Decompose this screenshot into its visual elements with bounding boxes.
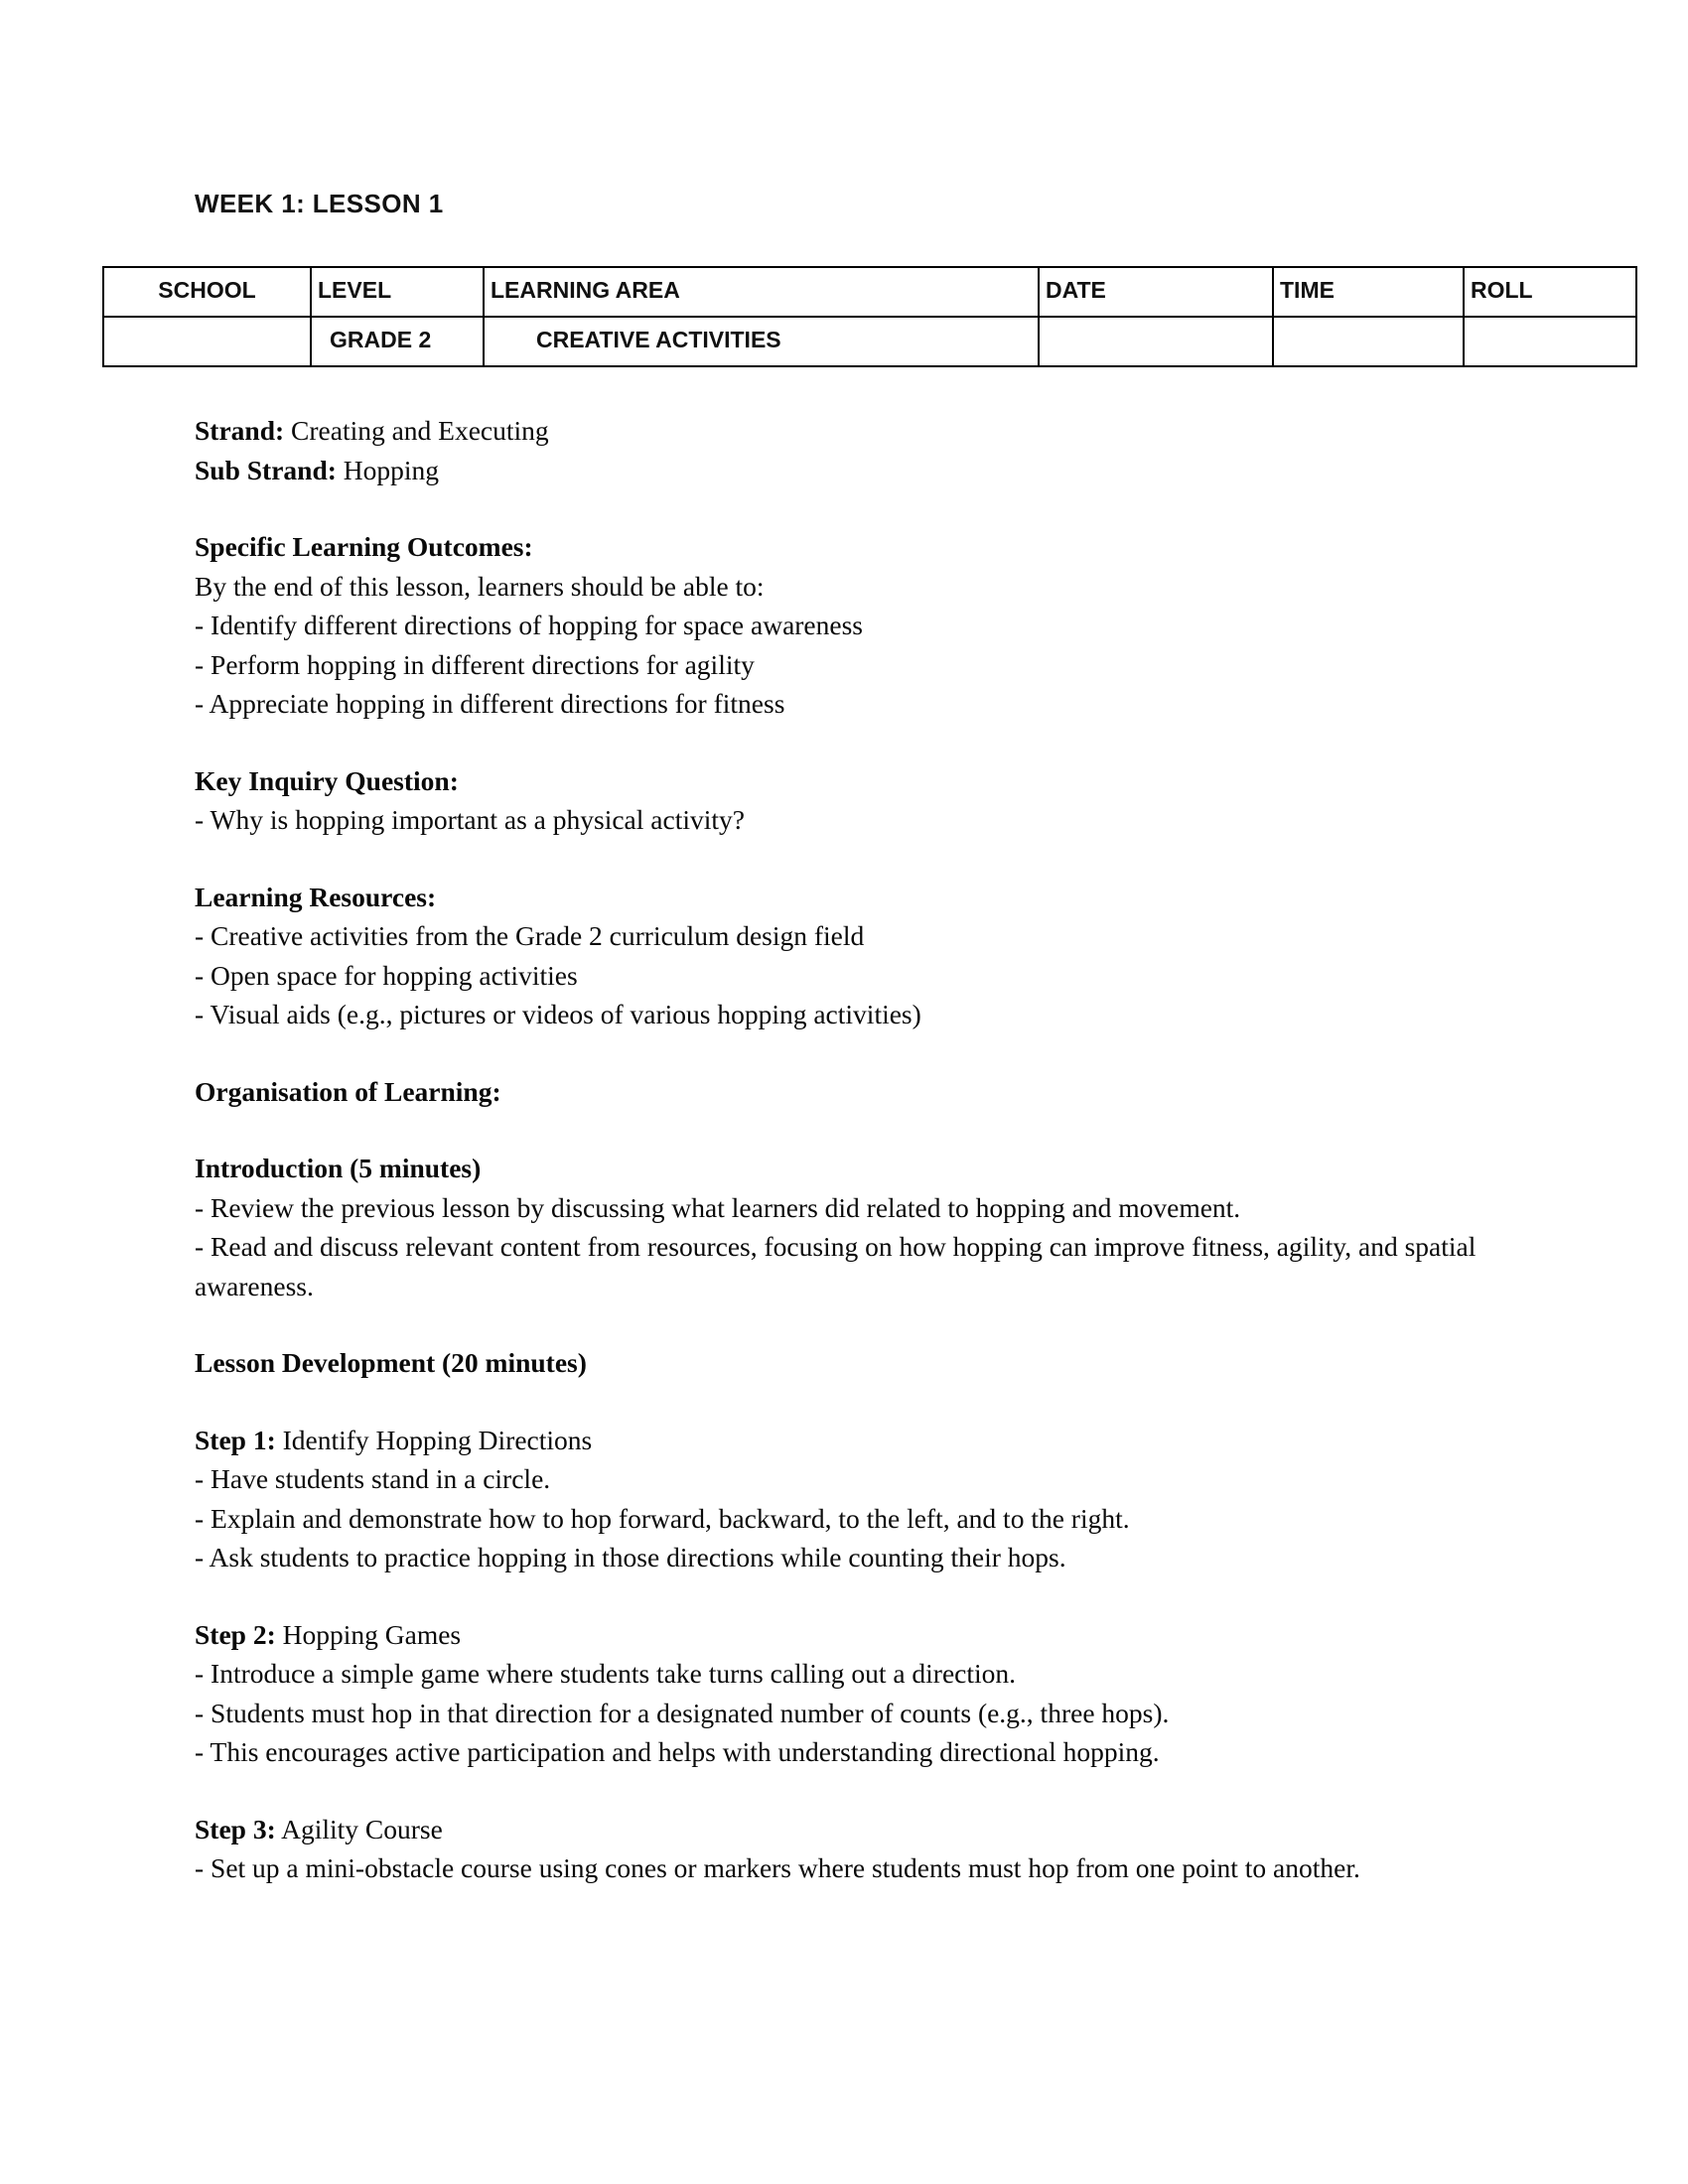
step-2-name: Hopping Games (275, 1618, 462, 1650)
step-3-label: Step 3: (195, 1813, 276, 1844)
step-1-title (195, 1421, 1515, 1460)
list-item: - Creative activities from the Grade 2 curriculum design field (195, 920, 865, 951)
table-header-row (103, 267, 1636, 317)
table-header-date: DATE (1039, 267, 1273, 317)
cell-level[interactable]: GRADE 2 (311, 317, 484, 366)
step-2-label: Step 2: (195, 1618, 276, 1650)
lesson-info-table (102, 266, 1637, 367)
step-1-name: Identify Hopping Directions (275, 1424, 593, 1455)
list-item: - Open space for hopping activities (195, 959, 578, 991)
strand-line (195, 411, 1515, 451)
table-header-roll: ROLL (1464, 267, 1636, 317)
list-item: - Appreciate hopping in different directions for fitness (195, 688, 785, 719)
list-item: - Visual aids (e.g., pictures or videos of various hopping activities) (195, 999, 921, 1029)
list-item: - Why is hopping important as a physical activity? (195, 804, 745, 835)
cell-time[interactable] (1273, 317, 1464, 366)
introduction-heading: Introduction (5 minutes) (195, 1153, 482, 1183)
list-item: - Ask students to practice hopping in those directions while counting their hops. (195, 1542, 1066, 1572)
step-3-name: Agility Course (275, 1813, 443, 1844)
lesson-body (195, 411, 1515, 1888)
table-header-school: SCHOOL (103, 267, 311, 317)
table-row (103, 317, 1636, 366)
spacer (195, 1772, 1515, 1810)
list-item: - Explain and demonstrate how to hop forward, backward, to the left, and to the right. (195, 1502, 1130, 1534)
lesson-development-heading: Lesson Development (20 minutes) (195, 1347, 587, 1378)
list-item: - Have students stand in a circle. (195, 1463, 551, 1494)
spacer (195, 1034, 1515, 1072)
sub-strand-label: Sub Strand: (195, 454, 337, 485)
cell-date[interactable] (1039, 317, 1273, 366)
strand-label: Strand: (195, 415, 285, 446)
spacer (195, 1305, 1515, 1343)
list-item: - Perform hopping in different directions for agility (195, 648, 755, 680)
strand-value: Creating and Executing (284, 415, 549, 446)
outcomes-intro: By the end of this lesson, learners should be able to: (195, 570, 765, 602)
list-item: - Review the previous lesson by discussing what learners did related to hopping and movement. (195, 1191, 1241, 1223)
specific-learning-outcomes-heading: Specific Learning Outcomes: (195, 531, 533, 562)
sub-strand-line (195, 451, 1515, 490)
list-item: - Students must hop in that direction for a designated number of counts (e.g., three hops). (195, 1697, 1170, 1728)
step-2-title (195, 1615, 1515, 1655)
sub-strand-value: Hopping (336, 454, 440, 485)
organisation-of-learning-heading: Organisation of Learning: (195, 1075, 501, 1107)
key-inquiry-question-heading: Key Inquiry Question: (195, 764, 459, 796)
list-item: - Introduce a simple game where students take turns calling out a direction. (195, 1658, 1017, 1689)
table-header-learning-area: LEARNING AREA (484, 267, 1039, 317)
learning-resources-heading: Learning Resources: (195, 881, 437, 912)
step-3-title (195, 1810, 1515, 1849)
list-item: - This encourages active participation and helps with understanding directional hopping. (195, 1736, 1160, 1767)
step-1-label: Step 1: (195, 1424, 276, 1455)
list-item: - Set up a mini-obstacle course using cones or markers where students must hop from one point to another. (195, 1852, 1360, 1883)
table-header-level: LEVEL (311, 267, 484, 317)
spacer (195, 724, 1515, 761)
list-item: - Read and discuss relevant content from resources, focusing on how hopping can improve fitness, agility, and spatial awareness. (195, 1231, 1483, 1301)
cell-roll[interactable] (1464, 317, 1636, 366)
list-item: - Identify different directions of hopping for space awareness (195, 610, 863, 640)
spacer (195, 1577, 1515, 1615)
spacer (195, 840, 1515, 878)
spacer (195, 1383, 1515, 1421)
page-title: WEEK 1: LESSON 1 (195, 189, 444, 218)
table-header-time: TIME (1273, 267, 1464, 317)
cell-learning-area[interactable]: CREATIVE ACTIVITIES (484, 317, 1039, 366)
spacer (195, 489, 1515, 527)
cell-school[interactable] (103, 317, 311, 366)
spacer (195, 1111, 1515, 1149)
